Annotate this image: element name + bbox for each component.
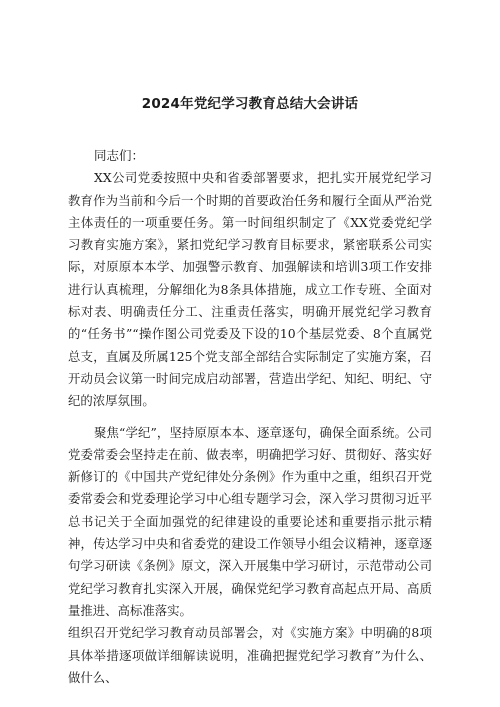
- salutation: 同志们：: [94, 148, 145, 163]
- document-title: 2024年党纪学习教育总结大会讲话: [141, 96, 359, 112]
- document-body: [68, 145, 432, 689]
- paragraph-gap: [68, 413, 432, 422]
- paragraph-1: XX公司党委按照中央和省委部署要求，把扎实开展党纪学习教育作为当前和今后一个时期的首要政治任务和履行全面从严治党主体责任的一项重要任务。第一时间组织制定了《XX党委党纪学习教育实施方案》，紧扣党纪学习教育目标要求，紧密联系公司实际，对原原本本学、加强警示教育、加强解读和培训3项工作安排进行认真梳理，分解细化为8条具体措施，成立工作专班、全面对标对表、明确责任分工、注重责任落实，明确开展党纪学习教育的“任务书”“操作图公司党委及下设的10个基层党委、8个直属党总支，直属及所属125个党支部全部结合实际制定了实施方案，召开动员会议第一时间完成启动部署，营造出学纪、知纪、明纪、守纪的浓厚氛围。: [68, 170, 432, 409]
- paragraph-2: 聚焦“学纪”，坚持原原本本、逐章逐句，确保全面系统。公司党委常委会坚持走在前、做表率，明确把学习好、贯彻好、落实好新修订的《中国共产党纪律处分条例》作为重中之重，组织召开党委常委会和党委理论学习中心组专题学习会，深入学习贯彻习近平总书记关于全面加强党的纪律建设的重要论述和重要指示批示精神，传达学习中央和省委党的建设工作领导小组会议精神，逐章逐句学习研读《条例》原文，深入开展集中学习研讨，示范带动公司党纪学习教育扎实深入开展，确保党纪学习教育高起点开局、高质量推进、高标准落实。: [68, 424, 432, 618]
- paragraph-3: 组织召开党纪学习教育动员部署会，对《实施方案》中明确的8项具体举措逐项做详细解读说明，准确把握党纪学习教育”为什么、做什么、: [68, 625, 432, 685]
